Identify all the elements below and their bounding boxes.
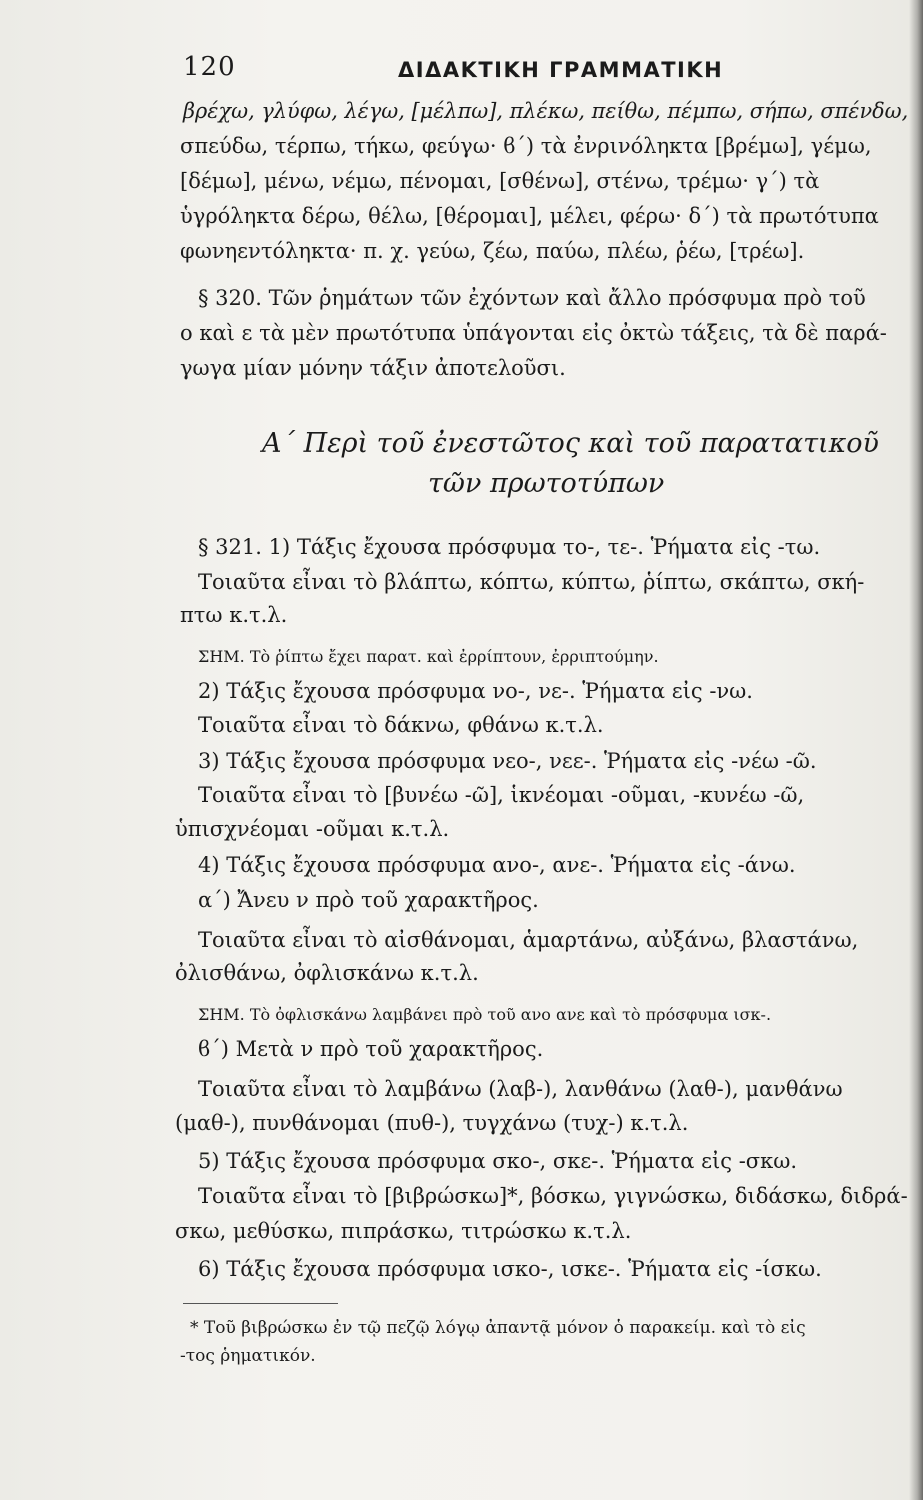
text-line: 4) Τάξις ἔχουσα πρόσφυμα ανο-, ανε-. Ῥήματα εἰς -άνω.: [198, 853, 796, 877]
page-number: 120: [183, 52, 236, 82]
footnote-line: * Τοῦ βιβρώσκω ἐν τῷ πεζῷ λόγῳ ἀπαντᾷ μόνον ὁ παρακείμ. καὶ τὸ εἰς: [190, 1318, 806, 1338]
text-line: Τοιαῦτα εἶναι τὸ λαμβάνω (λαβ-), λανθάνω (λαθ-), μανθάνω: [198, 1077, 843, 1101]
note-line: ΣΗΜ. Τὸ ὀφλισκάνω λαμβάνει πρὸ τοῦ ανο ανε καὶ τὸ πρόσφυμα ισκ-.: [198, 1005, 772, 1024]
text-line: § 321. 1) Τάξις ἔχουσα πρόσφυμα το-, τε-. Ῥήματα εἰς -τω.: [198, 535, 821, 559]
note-line: ΣΗΜ. Τὸ ῥίπτω ἔχει παρατ. καὶ ἐρρίπτουν, ἐρριπτούμην.: [198, 647, 659, 666]
text-line: 6) Τάξις ἔχουσα πρόσφυμα ισκο-, ισκε-. Ῥήματα εἰς -ίσκω.: [198, 1257, 822, 1281]
text-line: ὑπισχνέομαι -οῦμαι κ.τ.λ.: [175, 817, 450, 841]
text-line: ϐ΄) Μετὰ ν πρὸ τοῦ χαρακτῆρος.: [198, 1037, 544, 1061]
text-line: 3) Τάξις ἔχουσα πρόσφυμα νεο-, νεε-. Ῥήματα εἰς -νέω -ῶ.: [198, 749, 817, 773]
text-line: ὀλισθάνω, ὀφλισκάνω κ.τ.λ.: [175, 961, 479, 985]
text-line: Τοιαῦτα εἶναι τὸ δάκνω, φθάνω κ.τ.λ.: [198, 713, 604, 737]
text-line: ὑγρόληκτα δέρω, θέλω, [θέρομαι], μέλει, φέρω· δ΄) τὰ πρωτότυπα: [180, 204, 879, 228]
page-header: [0, 50, 923, 90]
text-line: σπεύδω, τέρπω, τήκω, φεύγω· ϐ΄) τὰ ἐνρινόληκτα [βρέμω], γέμω,: [180, 134, 872, 158]
text-line: γωγα μίαν μόνην τάξιν ἀποτελοῦσι.: [180, 356, 566, 380]
text-line: (μαθ-), πυνθάνομαι (πυθ-), τυγχάνω (τυχ-) κ.τ.λ.: [175, 1111, 689, 1135]
running-title: ΔΙΔΑΚΤΙΚΗ ΓΡΑΜΜΑΤΙΚΗ: [398, 58, 724, 82]
text-line: [δέμω], μένω, νέμω, πένομαι, [σθένω], στένω, τρέμω· γ΄) τὰ: [180, 169, 820, 193]
text-line: Τοιαῦτα εἶναι τὸ [βυνέω -ῶ], ἱκνέομαι -οῦμαι, -κυνέω -ῶ,: [198, 783, 805, 807]
section-title-line2: τῶν πρωτοτύπων: [428, 468, 665, 499]
text-line: Τοιαῦτα εἶναι τὸ αἰσθάνομαι, ἁμαρτάνω, αὐξάνω, βλαστάνω,: [198, 928, 859, 952]
text-line: α΄) Ἄνευ ν πρὸ τοῦ χαρακτῆρος.: [198, 888, 539, 912]
section-title-line1: Α΄ Περὶ τοῦ ἐνεστῶτος καὶ τοῦ παρατατικοῦ: [262, 428, 879, 459]
text-line: § 320. Τῶν ῥημάτων τῶν ἐχόντων καὶ ἄλλο πρόσφυμα πρὸ τοῦ: [198, 286, 866, 310]
footnote-divider: [183, 1303, 338, 1304]
text-line: πτω κ.τ.λ.: [180, 603, 288, 627]
text-line: 5) Τάξις ἔχουσα πρόσφυμα σκο-, σκε-. Ῥήματα εἰς -σκω.: [198, 1149, 798, 1173]
text-line: σκω, μεθύσκω, πιπράσκω, τιτρώσκω κ.τ.λ.: [175, 1219, 632, 1243]
footnote-line: -τος ῥηματικόν.: [180, 1346, 316, 1366]
text-line: Τοιαῦτα εἶναι τὸ [βιβρώσκω]*, βόσκω, γιγνώσκω, διδάσκω, διδρά-: [198, 1184, 908, 1208]
text-line: ο καὶ ε τὰ μὲν πρωτότυπα ὑπάγονται εἰς ὀκτὼ τάξεις, τὰ δὲ παρά-: [180, 321, 887, 345]
text-line: φωνηεντόληκτα· π. χ. γεύω, ζέω, παύω, πλέω, ῥέω, [τρέω].: [180, 239, 805, 263]
text-line: βρέχω, γλύφω, λέγω, [μέλπω], πλέκω, πείθω, πέμπω, σήπω, σπένδω,: [183, 99, 909, 123]
text-line: Τοιαῦτα εἶναι τὸ βλάπτω, κόπτω, κύπτω, ῥίπτω, σκάπτω, σκή-: [198, 570, 865, 594]
text-line: 2) Τάξις ἔχουσα πρόσφυμα νο-, νε-. Ῥήματα εἰς -νω.: [198, 679, 753, 703]
page-edge-shadow: [909, 0, 923, 1500]
